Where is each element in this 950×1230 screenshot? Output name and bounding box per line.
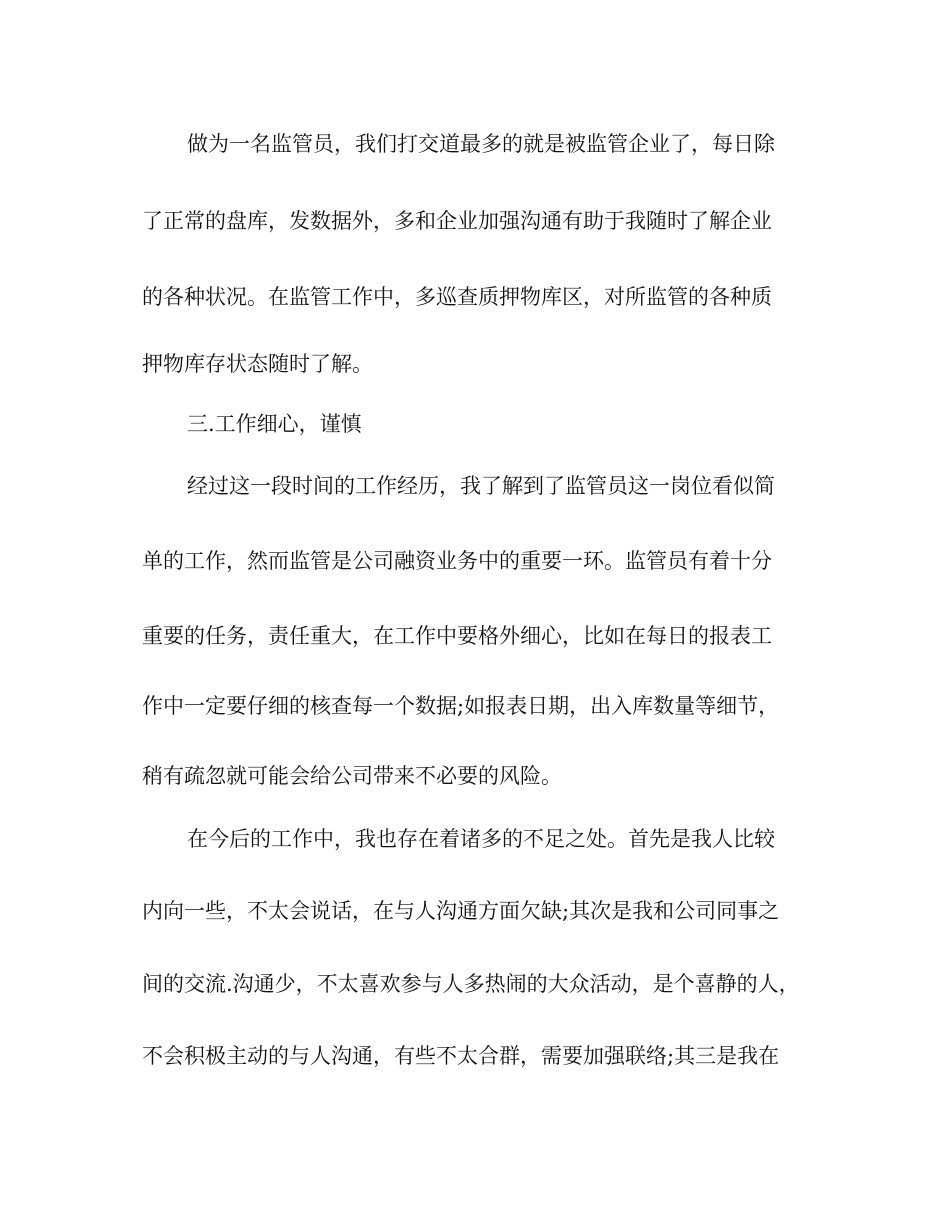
paragraph-2-line-4: 作中一定要仔细的核查每一个数据;如报表日期，出入库数量等细节， — [142, 694, 780, 718]
paragraph-1-line-3: 的各种状况。在监管工作中，多巡查质押物库区，对所监管的各种质 — [142, 285, 772, 309]
paragraph-2-line-3: 重要的任务，责任重大，在工作中要格外细心，比如在每日的报表工 — [142, 624, 772, 648]
paragraph-2-line-1: 经过这一段时间的工作经历，我了解到了监管员这一岗位看似简 — [187, 474, 775, 498]
paragraph-1-line-4: 押物库存状态随时了解。 — [142, 352, 373, 376]
paragraph-2-line-5: 稍有疏忽就可能会给公司带来不必要的风险。 — [142, 764, 562, 788]
paragraph-1-line-1: 做为一名监管员，我们打交道最多的就是被监管企业了，每日除 — [187, 132, 775, 156]
paragraph-3-line-2: 内向一些，不太会说话，在与人沟通方面欠缺;其次是我和公司同事之 — [142, 899, 780, 923]
paragraph-3-line-4: 不会积极主动的与人沟通，有些不太合群，需要加强联络;其三是我在 — [142, 1044, 780, 1068]
paragraph-1-line-2: 了正常的盘库，发数据外，多和企业加强沟通有助于我随时了解企业 — [142, 209, 772, 233]
paragraph-3-line-1: 在今后的工作中，我也存在着诸多的不足之处。首先是我人比较 — [187, 827, 775, 851]
paragraph-3-line-3: 间的交流.沟通少，不太喜欢参与人多热闹的大众活动，是个喜静的人， — [142, 972, 800, 996]
section-heading: 三.工作细心，谨慎 — [187, 412, 362, 436]
paragraph-2-line-2: 单的工作，然而监管是公司融资业务中的重要一环。监管员有着十分 — [142, 549, 772, 573]
